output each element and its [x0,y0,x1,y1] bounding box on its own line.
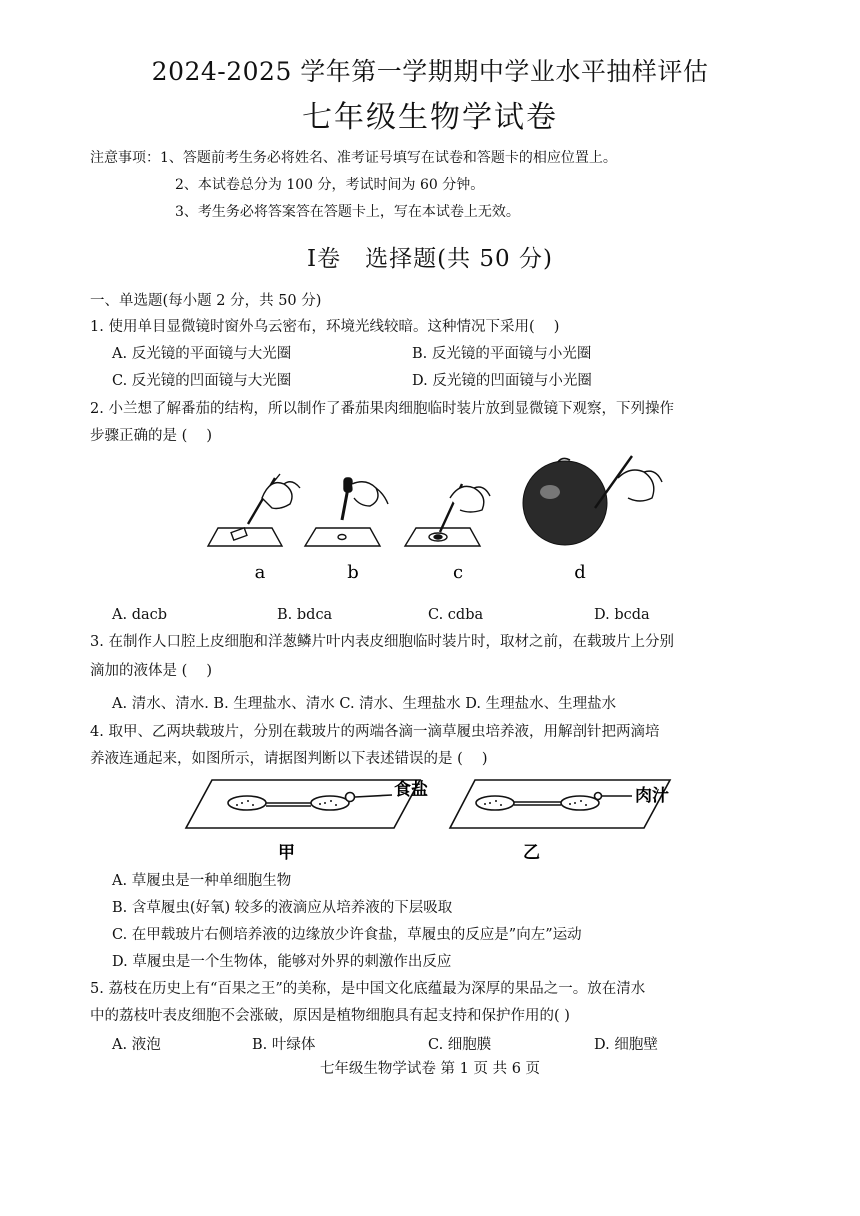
q4-option-a: A. 草履虫是一种单细胞生物 [112,873,292,889]
step-b-illustration [305,478,388,546]
q1-option-d: D. 反光镜的凹面镜与小光圈 [412,373,592,389]
q2-option-b: B. bdca [277,607,333,623]
q5-option-c: C. 细胞膜 [428,1037,492,1053]
q2-stem-line1: 2. 小兰想了解番茄的结构，所以制作了番茄果肉细胞临时装片放到显微镜下观察，下列操作 [90,401,674,417]
q4-option-c: C. 在甲载玻片右侧培养液的边缘放少许食盐，草履虫的反应是”向左”运动 [112,927,582,943]
q5-stem-line1: 5. 荔枝在历史上有“百果之王”的美称，是中国文化底蕴最为深厚的果品之一。放在清水 [90,981,646,997]
q1-stem: 1. 使用单目显微镜时窗外乌云密布，环境光线较暗。这种情况下采用( ) [90,319,560,335]
q1-option-b: B. 反光镜的平面镜与小光圈 [412,346,592,362]
q2-option-d: D. bcda [594,607,650,623]
q5-option-a: A. 液泡 [112,1037,161,1053]
label-jia: 甲 [278,843,295,863]
q3-stem-line2: 滴加的液体是 ( ) [90,663,213,679]
exam-subtitle: 七年级生物学试卷 [302,100,558,135]
q3-options: A. 清水、清水. B. 生理盐水、清水 C. 清水、生理盐水 D. 生理盐水、生理盐水 [112,696,617,712]
step-a-illustration [208,474,300,546]
q4-option-d: D. 草履虫是一个生物体，能够对外界的刺激作出反应 [112,954,452,970]
q5-stem-line2: 中的荔枝叶表皮细胞不会涨破，原因是植物细胞具有起支持和保护作用的( ) [90,1008,570,1024]
slide-jia [186,780,420,828]
page-footer: 七年级生物学试卷 第 1 页 共 6 页 [319,1061,541,1077]
q5-option-d: D. 细胞壁 [594,1037,658,1053]
q2-fig-label-d: d [574,562,586,583]
q2-option-a: A. dacb [112,607,168,623]
section-title: Ⅰ卷 选择题(共 50 分) [307,246,553,272]
q4-stem-line2: 养液连通起来，如图所示，请据图判断以下表述错误的是 ( ) [90,751,488,767]
step-c-illustration [405,484,490,546]
drop-right-yi [561,796,599,810]
salt-dot [346,793,355,802]
step-d-illustration [523,456,662,545]
note-line-1: 注意事项：1、答题前考生务必将姓名、准考证号填写在试卷和答题卡的相应位置上。 [90,150,617,166]
drop-left-jia [228,796,266,810]
q3-stem-line1: 3. 在制作人口腔上皮细胞和洋葱鳞片叶内表皮细胞临时装片时，取材之前，在载玻片上分别 [90,634,674,650]
note-line-3: 3、考生务必将答案答在答题卡上，写在本试卷上无效。 [175,204,520,220]
label-meat-juice: 肉汁 [635,786,669,806]
q2-fig-label-a: a [254,562,266,583]
exam-title: 2024-2025 学年第一学期期中学业水平抽样评估 [151,57,709,86]
q4-stem-line1: 4. 取甲、乙两块载玻片，分别在载玻片的两端各滴一滴草履虫培养液，用解剖针把两滴培 [90,724,660,740]
q2-procedure-figure [200,448,670,588]
q4-slides-figure [180,770,720,865]
note-line-2: 2、本试卷总分为 100 分，考试时间为 60 分钟。 [175,177,485,193]
q2-stem-line2: 步骤正确的是 ( ) [90,428,213,444]
meat-juice-dot [595,793,602,800]
label-yi: 乙 [523,843,540,863]
part-title: 一、单选题(每小题 2 分，共 50 分) [90,293,322,309]
drop-left-yi [476,796,514,810]
q1-option-c: C. 反光镜的凹面镜与大光圈 [112,373,292,389]
drop-right-jia [311,796,349,810]
label-salt: 食盐 [394,780,428,800]
q5-option-b: B. 叶绿体 [252,1037,316,1053]
q2-fig-label-b: b [347,562,359,583]
q4-option-b: B. 含草履虫(好氧) 较多的液滴应从培养液的下层吸取 [112,900,453,916]
q2-fig-label-c: c [452,562,464,583]
q1-option-a: A. 反光镜的平面镜与大光圈 [112,346,292,362]
q2-option-c: C. cdba [428,607,484,623]
